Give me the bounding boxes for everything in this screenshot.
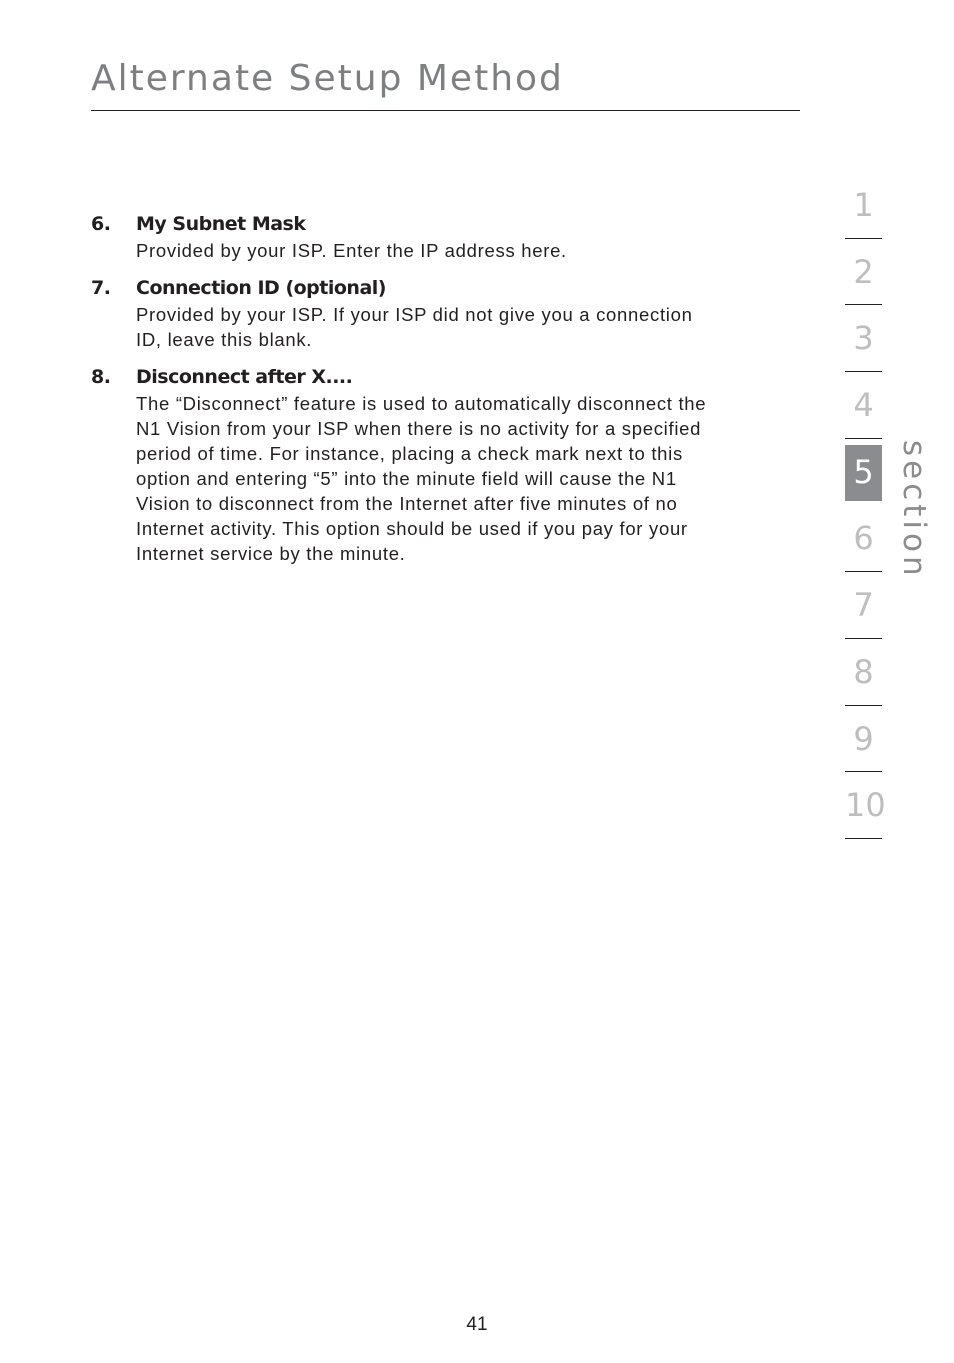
body-line: Provided by your ISP. If your ISP did not give you a connection xyxy=(136,304,693,325)
section-tab-number: 7 xyxy=(853,586,874,625)
section-tab-4[interactable] xyxy=(845,372,882,439)
item-body xyxy=(136,238,791,263)
section-tab-number: 6 xyxy=(853,519,874,558)
body-line: Internet service by the minute. xyxy=(136,543,406,564)
section-tab-number: 9 xyxy=(853,719,874,758)
section-tab-3[interactable] xyxy=(845,305,882,372)
item-number: 6. xyxy=(91,213,111,235)
section-tab-8[interactable] xyxy=(845,639,882,706)
section-tab-10[interactable] xyxy=(845,772,886,839)
section-tab-number: 10 xyxy=(845,786,886,825)
item-heading: Connection ID (optional) xyxy=(136,277,386,299)
list-item-8 xyxy=(91,363,791,566)
item-heading: Disconnect after X.... xyxy=(136,366,353,388)
content xyxy=(91,210,791,577)
body-line: ID, leave this blank. xyxy=(136,329,313,350)
body-line: Provided by your ISP. Enter the IP address here. xyxy=(136,240,567,261)
section-tab-6[interactable] xyxy=(845,505,882,572)
list-item-6 xyxy=(91,210,791,263)
page-number: 41 xyxy=(466,1314,488,1335)
section-tab-7[interactable] xyxy=(845,572,882,639)
section-tab-number: 1 xyxy=(853,186,874,224)
section-tab-number: 4 xyxy=(853,386,874,425)
title-divider xyxy=(91,110,800,111)
list-item-7 xyxy=(91,274,791,352)
section-tab-number: 2 xyxy=(853,252,874,291)
body-line: Internet activity. This option should be used if you pay for your xyxy=(136,518,688,539)
page-title: Alternate Setup Method xyxy=(91,58,564,99)
section-nav xyxy=(845,172,886,839)
section-tab-number: 5 xyxy=(853,452,874,491)
section-tab-1[interactable] xyxy=(845,172,882,239)
body-line: N1 Vision from your ISP when there is no activity for a specified xyxy=(136,418,702,439)
body-line: The “Disconnect” feature is used to automatically disconnect the xyxy=(136,393,707,414)
body-line: period of time. For instance, placing a check mark next to this xyxy=(136,443,683,464)
section-tab-2[interactable] xyxy=(845,239,882,306)
item-number: 8. xyxy=(91,366,111,388)
item-body xyxy=(136,302,791,352)
section-tab-9[interactable] xyxy=(845,706,882,773)
item-number: 7. xyxy=(91,277,111,299)
item-body xyxy=(136,391,791,566)
body-line: Vision to disconnect from the Internet after five minutes of no xyxy=(136,493,678,514)
section-label: section xyxy=(896,440,932,580)
section-tab-number: 8 xyxy=(853,652,874,691)
section-tab-number: 3 xyxy=(853,319,874,358)
body-line: option and entering “5” into the minute field will cause the N1 xyxy=(136,468,677,489)
item-heading: My Subnet Mask xyxy=(136,213,306,235)
section-tab-5-active[interactable] xyxy=(845,439,882,506)
